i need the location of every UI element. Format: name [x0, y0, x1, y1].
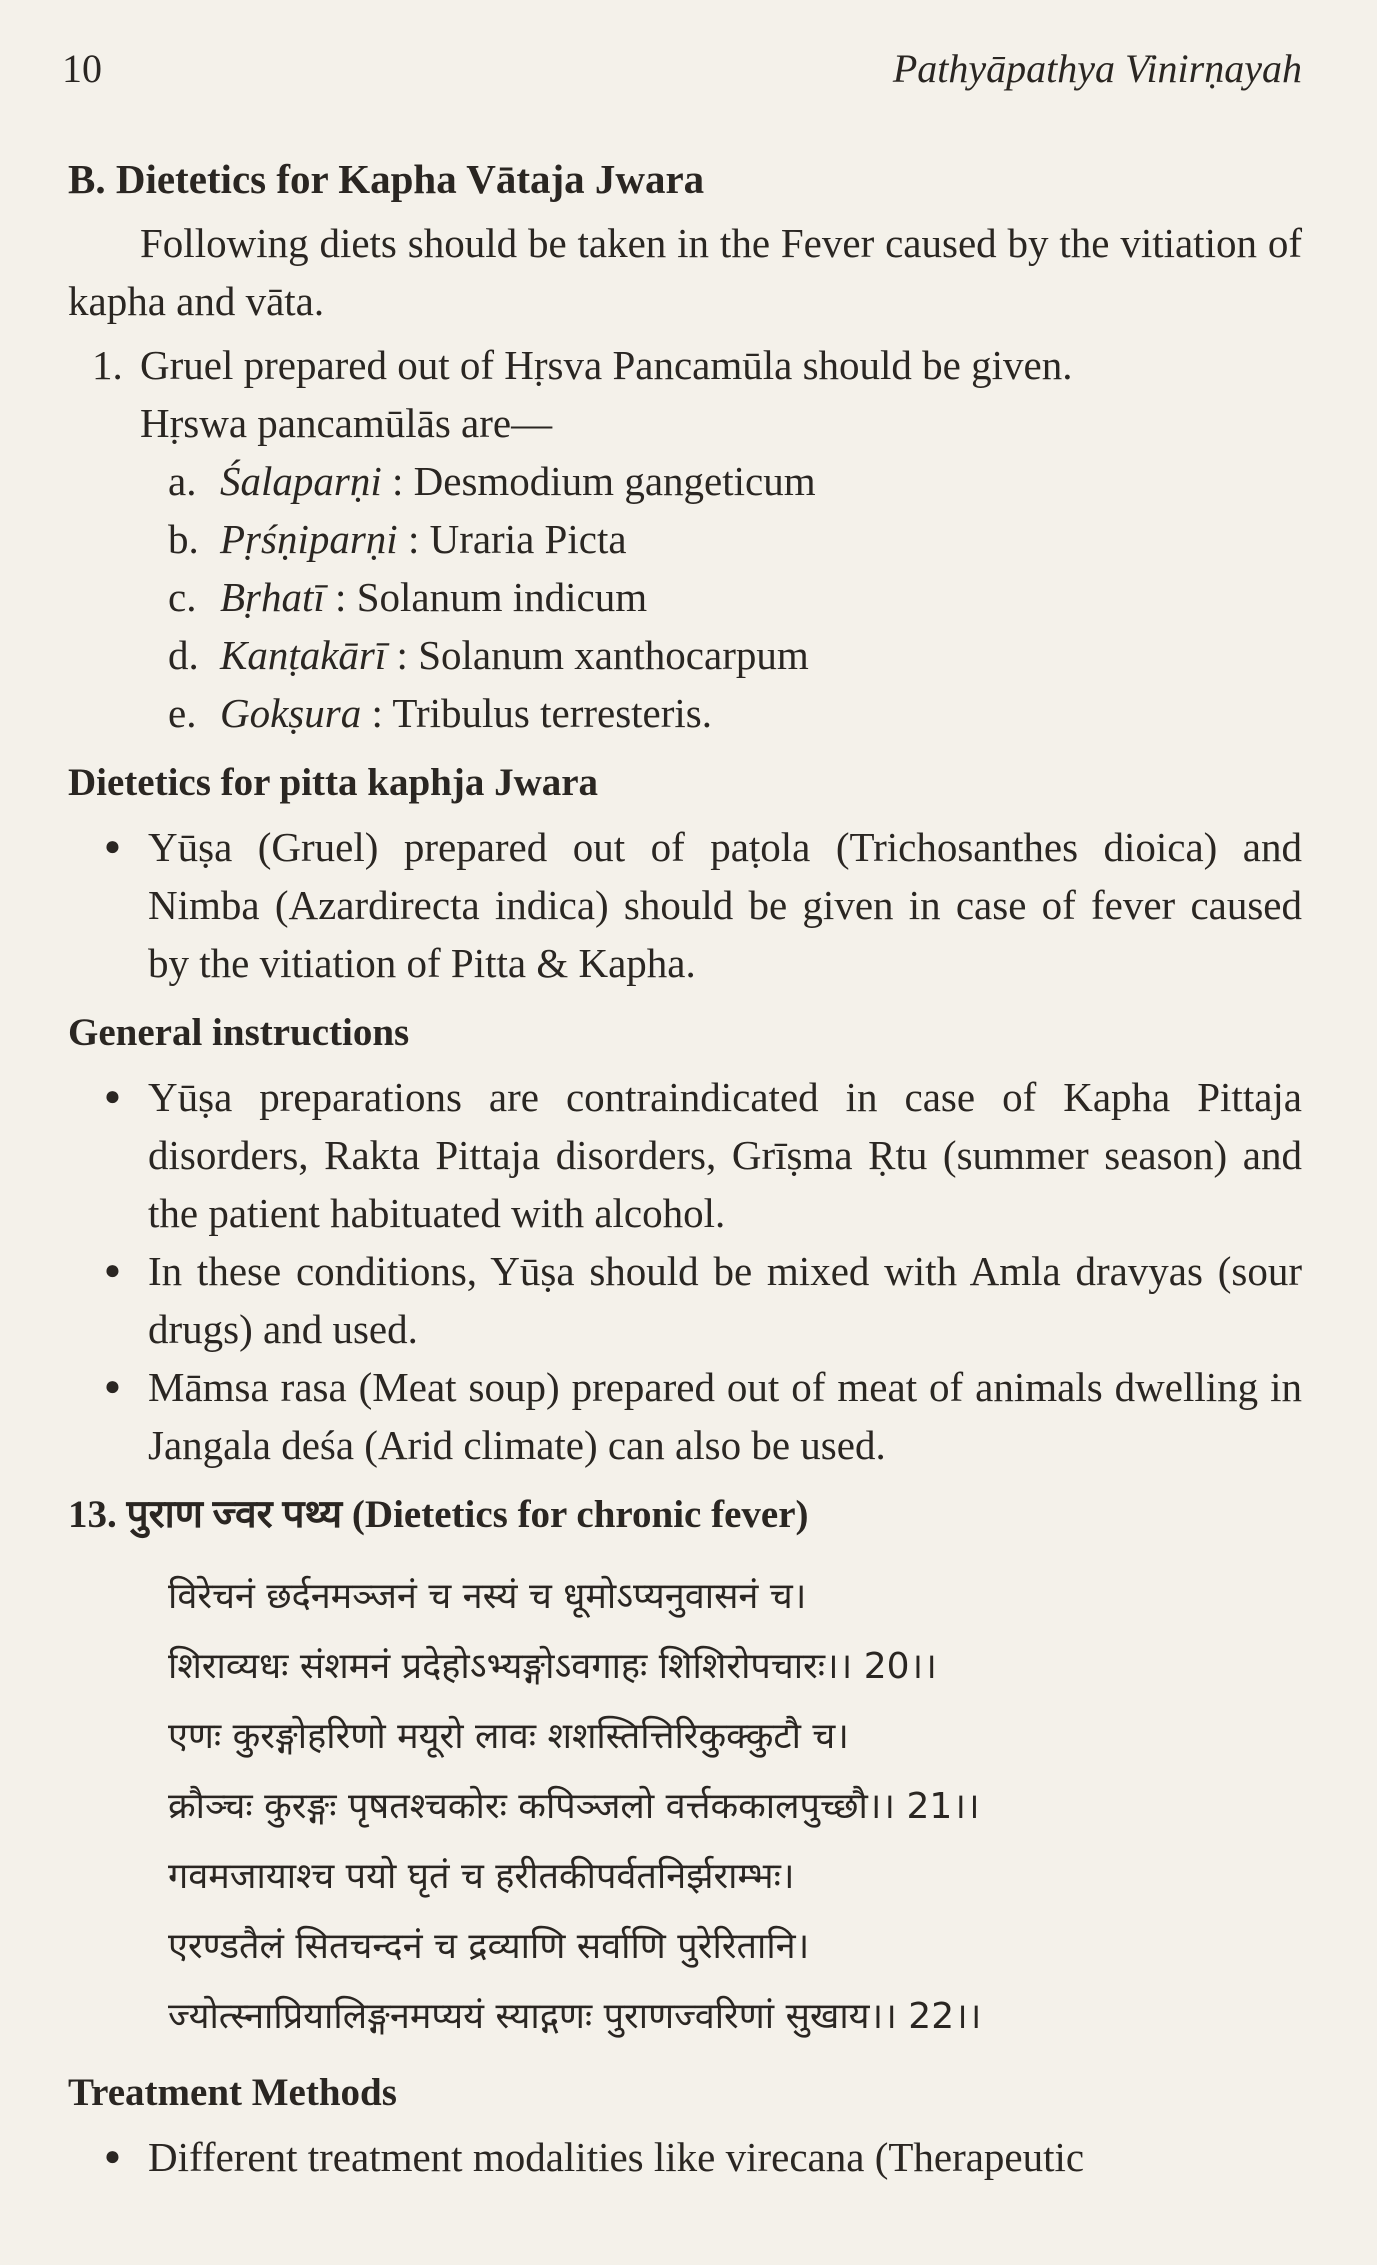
pancamula-intro: Hṛswa pancamūlās are—	[140, 400, 553, 446]
numbered-item-1	[92, 336, 1302, 394]
section-heading-pitta-kapha: Dietetics for pitta kaphja Jwara	[68, 761, 599, 804]
page-number: 10	[62, 46, 102, 91]
plant-botanical: : Tribulus terresteris.	[361, 690, 713, 736]
page-header	[62, 45, 1302, 105]
bullet-item	[104, 2128, 1302, 2186]
bullet-text: Māmsa rasa (Meat soup) prepared out of meat of animals dwelling in Jangala deśa (Arid climate) can also be used.	[148, 1364, 1302, 1468]
bullet-icon: ●	[104, 1081, 121, 1112]
verse-line: ज्योत्स्नाप्रियालिङ्गनमप्ययं स्याद्गणः पुराणज्वरिणां सुखाय।। 22।।	[168, 1996, 982, 2037]
bullet-icon: ●	[104, 1371, 121, 1402]
bullet-icon: ●	[104, 831, 121, 862]
verse-line: एरण्डतैलं सितचन्दनं च द्रव्याणि सर्वाणि पुरेरितानि।	[168, 1926, 810, 1967]
bullet-text: Yūṣa (Gruel) prepared out of paṭola (Trichosanthes dioica) and Nimba (Azardirecta indica) should be given in case of fever caused by the vitiation of Pitta & Kapha.	[148, 824, 1302, 986]
list-letter: a.	[168, 458, 197, 504]
plant-name: Bṛhatī	[220, 574, 325, 620]
item-text: Gruel prepared out of Hṛsva Pancamūla should be given.	[140, 342, 1073, 388]
pancamula-list	[168, 452, 1302, 742]
plant-botanical: : Solanum xanthocarpum	[386, 632, 809, 678]
verse-line: एणः कुरङ्गोहरिणो मयूरो लावः शशस्तित्तिरिकुक्कुटौ च।	[168, 1716, 849, 1757]
list-letter: c.	[168, 574, 197, 620]
list-item	[168, 452, 1302, 510]
sanskrit-verse-block	[168, 1562, 1302, 2052]
list-item	[168, 568, 1302, 626]
bullet-item	[104, 1068, 1302, 1242]
verse-line: गवमजायाश्च पयो घृतं च हरीतकीपर्वतनिर्झराम्भः।	[168, 1856, 795, 1897]
plant-name: Kanṭakārī	[220, 632, 387, 678]
bullet-item	[104, 1242, 1302, 1358]
page-body	[68, 150, 1302, 2190]
verse-line: विरेचनं छर्दनमञ्जनं च नस्यं च धूमोऽप्यनुवासनं च।	[168, 1576, 807, 1617]
list-letter: e.	[168, 690, 197, 736]
section-heading-chronic-fever: 13. पुराण ज्वर पथ्य (Dietetics for chronic fever)	[68, 1493, 809, 1536]
general-bullets	[104, 1068, 1302, 1474]
list-letter: b.	[168, 516, 199, 562]
list-item	[168, 626, 1302, 684]
verse-line: शिराव्यधः संशमनं प्रदेहोऽभ्यङ्गोऽवगाहः शिशिरोपचारः।। 20।।	[168, 1646, 937, 1687]
bullet-text: In these conditions, Yūṣa should be mixed with Amla dravyas (sour drugs) and used.	[148, 1248, 1302, 1352]
pitta-kapha-bullets	[104, 818, 1302, 992]
list-item	[168, 510, 1302, 568]
plant-name: Gokṣura	[220, 690, 362, 736]
verse-line: क्रौञ्चः कुरङ्गः पृषतश्चकोरः कपिञ्जलो वर्त्तककालपुच्छौ।। 21।।	[168, 1786, 980, 1827]
list-letter: d.	[168, 632, 199, 678]
plant-botanical: : Uraria Picta	[397, 516, 627, 562]
bullet-text: Different treatment modalities like virecana (Therapeutic	[148, 2134, 1085, 2180]
treatment-bullets	[104, 2128, 1302, 2186]
bullet-item	[104, 818, 1302, 992]
running-title: Pathyāpathya Vinirṇayah	[892, 46, 1302, 91]
plant-botanical: : Desmodium gangeticum	[381, 458, 816, 504]
plant-name: Śalaparṇi	[220, 458, 382, 504]
bullet-text: Yūṣa preparations are contraindicated in case of Kapha Pittaja disorders, Rakta Pittaja disorders, Grīṣma Ṛtu (summer season) and the patient habituated with alcohol.	[148, 1074, 1302, 1236]
section-heading-general: General instructions	[68, 1011, 410, 1054]
section-heading-kapha-vataja: B. Dietetics for Kapha Vātaja Jwara	[68, 156, 705, 202]
bullet-icon: ●	[104, 1255, 121, 1286]
list-item	[168, 684, 1302, 742]
section-heading-treatment: Treatment Methods	[68, 2071, 397, 2114]
bullet-item	[104, 1358, 1302, 1474]
item-number: 1.	[92, 342, 123, 388]
plant-botanical: : Solanum indicum	[324, 574, 648, 620]
plant-name: Pṛśṇiparṇi	[220, 516, 398, 562]
intro-paragraph: Following diets should be taken in the Fever caused by the vitiation of kapha and vāta.	[68, 220, 1302, 324]
bullet-icon: ●	[104, 2141, 121, 2172]
